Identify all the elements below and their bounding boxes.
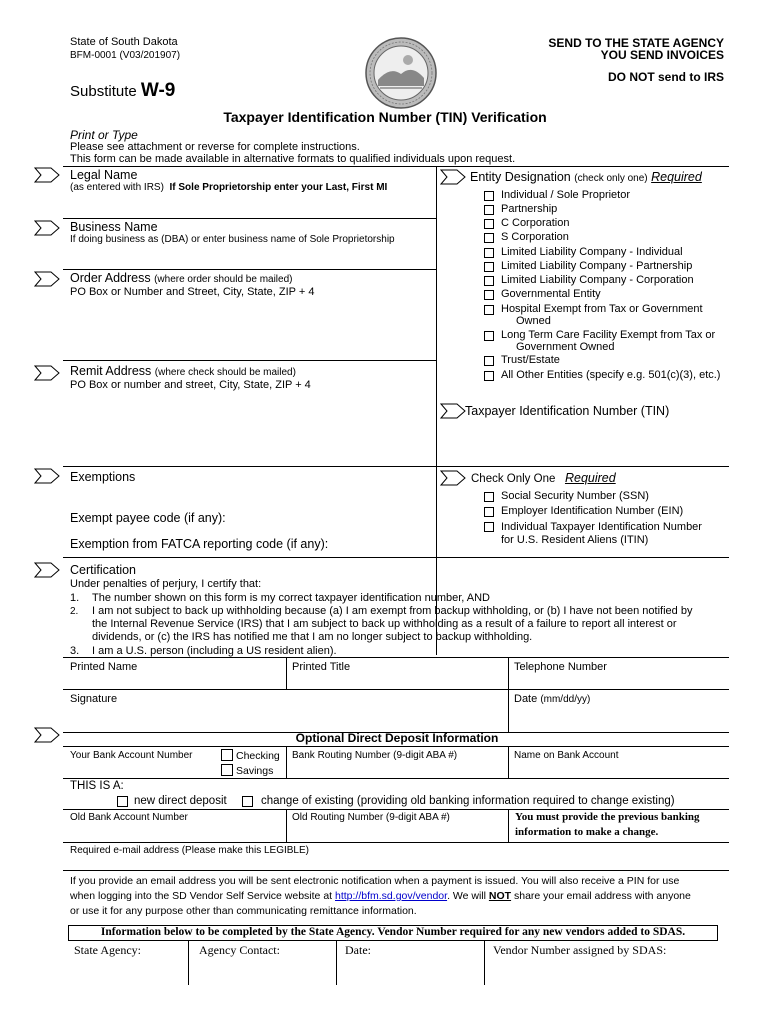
entity-required: Required: [651, 170, 702, 184]
tin-type-label: Social Security Number (SSN): [501, 490, 649, 502]
order-address-sub: PO Box or Number and Street, City, State, ZIP + 4: [70, 286, 315, 298]
entity-option-label-cont: Government Owned: [516, 341, 615, 353]
entity-option-label: C Corporation: [501, 217, 570, 229]
do-not-send-irs: DO NOT send to IRS: [607, 70, 724, 84]
pointer-arrow-icon: [34, 727, 60, 743]
pointer-arrow-icon: [440, 169, 466, 185]
legal-name-hint: [70, 182, 387, 193]
printed-title-label: Printed Title: [292, 661, 351, 673]
tin-type-label: Individual Taxpayer Identification Number: [501, 521, 702, 533]
business-name-hint: If doing business as (DBA) or enter business name of Sole Proprietorship: [70, 234, 395, 245]
printed-name-input[interactable]: [64, 674, 284, 688]
old-routing-label: Old Routing Number (9-digit ABA #): [292, 812, 450, 823]
pointer-arrow-icon: [34, 365, 60, 381]
fatca-input[interactable]: [338, 535, 430, 553]
send-to-line1: SEND TO THE STATE AGENCY: [548, 36, 724, 50]
entity-option-label: Limited Liability Company - Individual: [501, 246, 683, 258]
entity-title: Entity Designation: [470, 170, 571, 184]
telephone-input[interactable]: [510, 674, 728, 688]
cert-item-2-line2: the Internal Revenue Service (IRS) that I am subject to back up withholding as a result of a failure to report all interest or: [92, 618, 677, 630]
cert-item-3: I am a U.S. person (including a US resident alien).: [92, 645, 337, 657]
legal-name-label: Legal Name: [70, 168, 138, 182]
entity-option-label: Individual / Sole Proprietor: [501, 189, 631, 201]
divider: [63, 778, 729, 779]
new-deposit-checkbox[interactable]: [117, 796, 128, 807]
divider: [484, 941, 485, 985]
pointer-arrow-icon: [440, 403, 466, 419]
notice-line2: [70, 890, 691, 902]
certification-title: Certification: [70, 563, 136, 577]
cert-item-2-line3: dividends, or (c) the IRS has notified me that I am no longer subject to backup withholding.: [92, 631, 533, 643]
print-or-type: Print or Type: [70, 128, 138, 142]
tin-input[interactable]: [440, 424, 728, 464]
pointer-arrow-icon: [34, 271, 60, 287]
check-only-one-label: [471, 471, 616, 485]
savings-label: Savings: [236, 765, 274, 777]
cert-item-1: The number shown on this form is my correct taxpayer identification number, AND: [92, 592, 491, 604]
divider: [63, 870, 729, 871]
divider: [63, 166, 729, 167]
entity-option-label: Governmental Entity: [501, 288, 601, 300]
entity-option-label: Trust/Estate: [501, 354, 560, 366]
divider: [63, 657, 729, 658]
date-label: [514, 693, 590, 705]
remit-address-label: [70, 364, 296, 378]
entity-checkbox[interactable]: [484, 191, 494, 201]
email-label: Required e-mail address (Please make this LEGIBLE): [70, 845, 309, 856]
divider: [63, 360, 436, 361]
w9-label: W-9: [140, 80, 176, 101]
change-existing-label: change of existing (providing old banking information required to change existing): [261, 795, 675, 807]
notice-line2-c: share your email address with anyone: [514, 890, 691, 902]
date-format: (mm/dd/yy): [540, 694, 591, 705]
fatca-label: Exemption from FATCA reporting code (if any):: [70, 537, 329, 551]
old-account-input[interactable]: [64, 824, 284, 840]
cert-num-1: 1.: [70, 592, 80, 604]
tin-type-checkbox[interactable]: [484, 522, 494, 532]
change-existing-checkbox[interactable]: [242, 796, 253, 807]
order-address-input[interactable]: [63, 300, 435, 358]
notice-line1: If you provide an email address you will be sent electronic notification when a payment is issued. You will also receive a PIN for use: [70, 875, 680, 887]
remit-address-hint: (where check should be mailed): [154, 367, 296, 378]
bank-account-label: Your Bank Account Number: [70, 750, 193, 761]
legal-name-hint-2: If Sole Proprietorship enter your Last, First MI: [169, 182, 388, 193]
entity-checkbox[interactable]: [484, 356, 494, 366]
state-agency-label: State Agency:: [74, 943, 141, 957]
entity-option-label: S Corporation: [501, 231, 569, 243]
telephone-label: Telephone Number: [514, 661, 607, 673]
order-address-label: [70, 271, 292, 285]
instructions-line1: Please see attachment or reverse for complete instructions.: [70, 141, 360, 153]
entity-checkbox[interactable]: [484, 262, 494, 272]
old-account-label: Old Bank Account Number: [70, 812, 188, 823]
date-title: Date: [514, 693, 538, 705]
this-is-a-label: THIS IS A:: [70, 780, 124, 792]
notice-line2-b: . We will: [447, 890, 486, 902]
agency-contact-label: Agency Contact:: [199, 943, 280, 957]
date-input[interactable]: [510, 706, 728, 730]
business-name-input[interactable]: [63, 248, 435, 268]
old-routing-input[interactable]: [288, 824, 506, 840]
printed-title-input[interactable]: [288, 674, 506, 688]
cert-num-3: 3.: [70, 645, 80, 657]
must-provide-line1: You must provide the previous banking: [515, 811, 700, 823]
direct-deposit-title: Optional Direct Deposit Information: [295, 731, 499, 745]
vendor-number-label: Vendor Number assigned by SDAS:: [493, 943, 667, 957]
divider: [63, 218, 436, 219]
entity-checkbox[interactable]: [484, 233, 494, 243]
notice-line2-a: when logging into the SD Vendor Self Service website at: [70, 890, 333, 902]
divider: [63, 746, 729, 747]
checking-checkbox[interactable]: [221, 749, 233, 761]
check-only-one: Check Only One: [471, 473, 556, 485]
cert-num-2: 2.: [70, 606, 79, 617]
legal-name-input[interactable]: [63, 196, 435, 216]
printed-name-label: Printed Name: [70, 661, 138, 673]
tin-type-label-cont: for U.S. Resident Aliens (ITIN): [501, 534, 649, 546]
routing-label: Bank Routing Number (9-digit ABA #): [292, 750, 458, 761]
divider: [336, 941, 337, 985]
pointer-arrow-icon: [440, 470, 466, 486]
entity-checkbox[interactable]: [484, 205, 494, 215]
tin-type-checkbox[interactable]: [484, 492, 494, 502]
divider: [286, 657, 287, 689]
entity-checkbox[interactable]: [484, 248, 494, 258]
tin-type-checkbox[interactable]: [484, 507, 494, 517]
tin-required: Required: [564, 471, 616, 485]
form-code: BFM-0001 (V03/201907): [70, 50, 181, 61]
vendor-website-link[interactable]: http://bfm.sd.gov/vendor: [335, 890, 448, 902]
exemptions-label: Exemptions: [70, 470, 136, 484]
entity-checkbox[interactable]: [484, 290, 494, 300]
notice-not: NOT: [488, 890, 512, 902]
certification-intro: Under penalties of perjury, I certify that:: [70, 578, 262, 590]
entity-option-label-cont: Owned: [516, 315, 551, 327]
entity-option-label: Long Term Care Facility Exempt from Tax or: [501, 329, 716, 341]
pointer-arrow-icon: [34, 468, 60, 484]
divider: [63, 842, 729, 843]
divider: [63, 689, 729, 690]
bank-account-input[interactable]: [64, 762, 214, 776]
state-name: State of South Dakota: [70, 36, 178, 48]
cert-item-2-line1: I am not subject to back up withholding because (a) I am exempt from backup withholding, or (b) I have not been notified by: [92, 605, 693, 617]
divider: [188, 941, 189, 985]
pointer-arrow-icon: [34, 562, 60, 578]
name-on-account-input[interactable]: [510, 762, 728, 776]
entity-option-label: Hospital Exempt from Tax or Government: [501, 303, 703, 315]
savings-checkbox[interactable]: [221, 764, 233, 776]
remit-address-input[interactable]: [63, 394, 435, 464]
instructions-line2: This form can be made available in alternative formats to qualified individuals upon request.: [70, 153, 516, 165]
tin-type-label: Employer Identification Number (EIN): [501, 505, 684, 517]
tin-label: Taxpayer Identification Number (TIN): [465, 404, 670, 418]
remit-address-sub: PO Box or number and street, City, State, ZIP + 4: [70, 379, 311, 391]
pointer-arrow-icon: [34, 220, 60, 236]
substitute-label: Substitute: [70, 83, 137, 100]
entity-checkbox[interactable]: [484, 371, 494, 381]
divider: [508, 657, 509, 732]
order-address-title: Order Address: [70, 271, 151, 285]
form-name: [70, 80, 175, 102]
routing-input[interactable]: [288, 762, 506, 776]
divider: [63, 466, 729, 467]
must-provide-line2: information to make a change.: [515, 826, 659, 838]
divider: [508, 809, 509, 842]
entity-option-label: Limited Liability Company - Corporation: [501, 274, 694, 286]
email-input[interactable]: [64, 857, 728, 869]
entity-designation-label: [470, 170, 702, 184]
state-date-label: Date:: [345, 943, 371, 957]
signature-input[interactable]: [64, 706, 506, 730]
entity-option-label: Limited Liability Company - Partnership: [501, 260, 693, 272]
send-to-line2: YOU SEND INVOICES: [600, 48, 724, 62]
name-on-account-label: Name on Bank Account: [514, 750, 619, 761]
order-address-hint: (where order should be mailed): [154, 274, 293, 285]
page-title: Taxpayer Identification Number (TIN) Verification: [223, 109, 547, 125]
state-use-banner: Information below to be completed by the State Agency. Vendor Number required for any new vendors added to SDAS.: [100, 926, 686, 938]
remit-address-title: Remit Address: [70, 364, 152, 378]
exempt-payee-label: Exempt payee code (if any):: [70, 511, 226, 525]
divider: [63, 269, 436, 270]
entity-checkbox[interactable]: [484, 276, 494, 286]
business-name-label: Business Name: [70, 220, 158, 234]
checking-label: Checking: [236, 750, 280, 762]
new-deposit-label: new direct deposit: [134, 795, 227, 807]
entity-option-label: Partnership: [501, 203, 558, 215]
divider: [286, 809, 287, 842]
entity-option-label: All Other Entities (specify e.g. 501(c)(3), etc.): [501, 369, 721, 381]
state-seal-image: [364, 36, 438, 110]
divider: [508, 746, 509, 778]
divider: [63, 557, 729, 558]
exempt-payee-input[interactable]: [232, 509, 428, 527]
entity-hint: (check only one): [574, 173, 648, 184]
column-divider: [436, 166, 437, 655]
entity-checkbox[interactable]: [484, 219, 494, 229]
notice-line3: or use it for any purpose other than communicating remittance information.: [70, 905, 417, 917]
entity-checkbox[interactable]: [484, 331, 494, 341]
legal-name-hint-1: (as entered with IRS): [70, 182, 164, 193]
divider: [63, 809, 729, 810]
divider: [286, 746, 287, 778]
signature-label: Signature: [70, 693, 118, 705]
entity-checkbox[interactable]: [484, 305, 494, 315]
pointer-arrow-icon: [34, 167, 60, 183]
